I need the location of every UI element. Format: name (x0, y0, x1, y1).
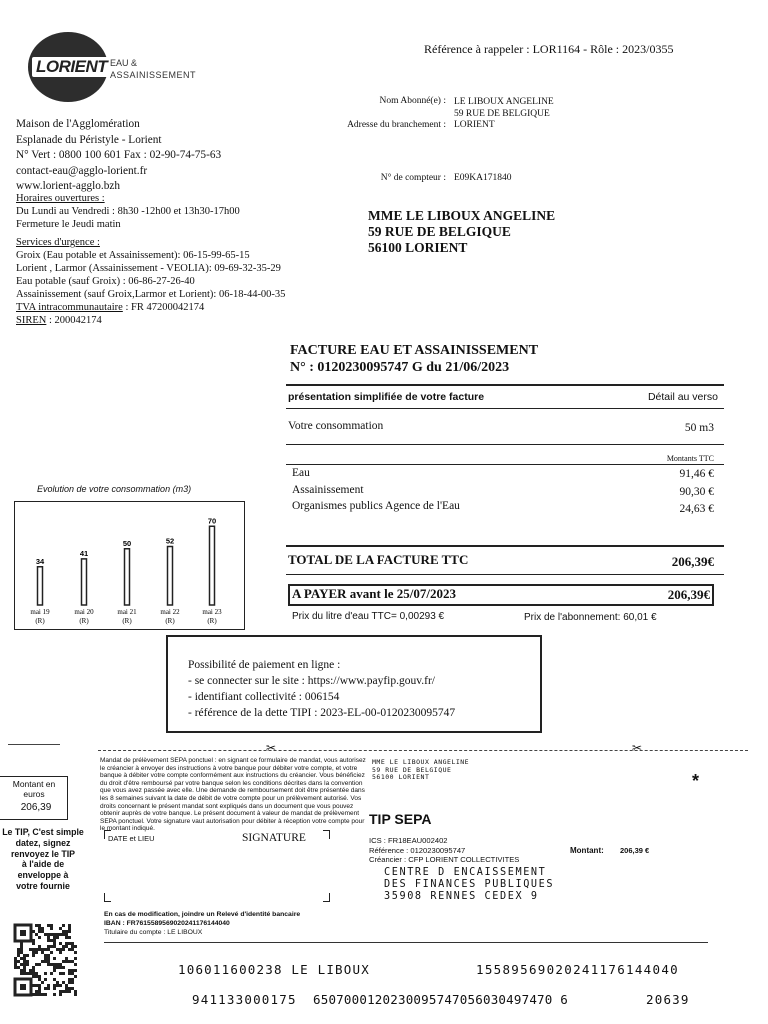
qr-code (14, 924, 78, 996)
urgency-line: Groix (Eau potable et Assainissement): 06-15-99-65-15 (16, 250, 250, 261)
tva-label: TVA intracommunautaire (16, 302, 123, 313)
hours-title: Horaires ouvertures : (16, 193, 105, 204)
amount-due-label: A PAYER avant le 25/07/2023 (292, 586, 456, 601)
stub-instruction-line: à l'aide de (21, 859, 65, 870)
center-line: DES FINANCES PUBLIQUES (384, 879, 555, 890)
item-label: Eau (292, 467, 310, 479)
recipient-address (368, 208, 555, 256)
subscriber-name-label: Nom Abonné(e) : (379, 96, 446, 106)
signature-label: SIGNATURE (242, 832, 306, 844)
detail-label: Détail au verso (647, 391, 718, 403)
stub-amount-label: Montant en euros (12, 779, 56, 799)
bank-info (104, 910, 300, 937)
consumption-chart-svg (14, 501, 243, 631)
chart-category-sublabel: (R) (79, 617, 89, 625)
codeline-1-left: 106011600238 LE LIBOUX (178, 962, 370, 977)
center-line: 35908 RENNES CEDEX 9 (384, 891, 539, 902)
siren-value: : 200042174 (46, 315, 102, 326)
stub-amount-value: 206,39 (20, 802, 52, 813)
chart-bar (38, 567, 43, 605)
rib-note: En cas de modification, joindre un Relevé d'identité bancaire (104, 911, 301, 918)
urgency-line: Lorient , Larmor (Assainissement - VEOLIA): 09-69-32-35-29 (16, 263, 281, 274)
amount-due-box (288, 584, 714, 606)
urgency-line: Eau potable (sauf Groix) : 06-86-27-26-40 (16, 276, 195, 287)
hours-block (16, 192, 240, 231)
item-label: Assainissement (292, 484, 364, 496)
collection-center (384, 867, 554, 903)
subscription-price: Prix de l'abonnement: 60,01 € (524, 612, 657, 623)
sender-line: Esplanade du Péristyle - Lorient (16, 133, 162, 146)
scissors-icon: ✂ (266, 741, 277, 755)
sender-block (16, 117, 221, 195)
mandate-text: Mandat de prélèvement SEPA ponctuel : en signant ce formulaire de mandat, vous autorisez le créancier à envoyer des instructions à votre banque pour débiter votre compte, et votre banque à débiter votre compte conformément aux instructions du créancier. Vous bénéficiez du droit d'être remboursé par votre banque selon les conditions décrites dans la convention que vous avez passée avec elle. Une demande de remboursement doit être présentée dans les 8 semaines suivant la date de débit de votre compte pour un prélèvement autorisé. Vos droits concernant le présent mandat sont expliqués dans un document que vous pouvez obtenir auprès de votre banque. Le présent document à valeur de mandat de prélèvement SEPA ponctuel. Votre signature vaut autorisation pour débiter à réception votre compte pour le montant indiqué. (100, 757, 366, 833)
chart-value-label: 70 (207, 516, 217, 526)
stub-instruction-line: renvoyez le TIP (10, 848, 76, 859)
online-payment-box (166, 635, 542, 733)
subscriber-name-line: LE LIBOUX ANGELINE (454, 97, 554, 107)
presentation-label: présentation simplifiée de votre facture (288, 391, 485, 403)
sender-line: www.lorient-agglo.bzh (16, 180, 121, 192)
account-holder: Titulaire du compte : LE LIBOUX (104, 929, 203, 936)
payer-line: 56100 LORIENT (372, 773, 430, 781)
chart-bar (125, 549, 130, 605)
chart-bar (82, 559, 87, 605)
item-label: Organismes publics Agence de l'Eau (292, 500, 460, 512)
codeline-2-right: 20639 (646, 992, 690, 1007)
recipient-line: MME LE LIBOUX ANGELINE (368, 208, 556, 223)
stub-instructions (0, 827, 86, 892)
item-amount: 91,46 € (679, 468, 714, 480)
meter-label: N° de compteur : (380, 173, 446, 183)
chart-category-label: mai 20 (74, 608, 94, 616)
date-label: DATE et LIEU (108, 834, 155, 843)
chart-title: Evolution de votre consommation (m3) (37, 484, 192, 494)
center-line: CENTRE D ENCAISSEMENT (384, 867, 547, 878)
recipient-line: 59 RUE DE BELGIQUE (368, 224, 511, 239)
recipient-line: 56100 LORIENT (368, 240, 468, 255)
invoice-title: FACTURE EAU ET ASSAINISSEMENT (290, 343, 539, 358)
codeline-1-right: 15589569020241176144040 (476, 962, 679, 977)
sender-line: Maison de l'Agglomération (16, 118, 140, 130)
liter-price: Prix du litre d'eau TTC= 0,00293 € (292, 611, 445, 622)
online-payment-line: - identifiant collectivité : 006154 (188, 691, 340, 703)
creditor: Créancier : CFP LORIENT COLLECTIVITES (369, 855, 520, 864)
chart-value-label: 34 (35, 556, 45, 566)
logo-line1: EAU & (110, 58, 138, 68)
chart-value-label: 50 (122, 538, 132, 548)
tip-reference: Référence : 0120230095747 (369, 845, 466, 855)
consumption-label: Votre consommation (288, 420, 384, 432)
urgency-line: Assainissement (sauf Groix,Larmor et Lorient): 06-18-44-00-35 (16, 289, 286, 300)
date-signature-area (104, 830, 330, 902)
chart-category-sublabel: (R) (122, 617, 132, 625)
invoice-number: N° : 0120230095747 G du 21/06/2023 (290, 360, 510, 375)
online-payment-line: - se connecter sur le site : https://www.payfip.gouv.fr/ (188, 675, 435, 687)
tip-amount-value: 206,39 € (620, 846, 650, 855)
stub-instruction-line: enveloppe à (17, 870, 69, 881)
total-value: 206,39€ (671, 554, 714, 569)
chart-bar (168, 547, 173, 606)
stub-amount-box (0, 776, 68, 820)
amounts-header: Montants TTC (666, 454, 714, 463)
hours-line: Du Lundi au Vendredi : 8h30 -12h00 et 13h30-17h00 (16, 206, 240, 217)
online-payment-line: Possibilité de paiement en ligne : (188, 659, 341, 671)
chart-category-label: mai 21 (117, 608, 137, 616)
chart-category-sublabel: (R) (207, 617, 217, 625)
subscriber-address-value: LORIENT (454, 120, 495, 130)
invoice-summary (286, 382, 724, 632)
reference-line: Référence à rappeler : LOR1164 - Rôle : 2023/0355 (424, 42, 674, 56)
stub-instruction-line: datez, signez (15, 837, 71, 848)
siren-label: SIREN (16, 315, 47, 326)
item-amount: 90,30 € (679, 486, 714, 498)
logo-name: LORIENT (32, 57, 111, 77)
chart-bar (210, 526, 215, 605)
chart-category-label: mai 19 (30, 608, 50, 616)
subscriber-name-line: 59 RUE DE BELGIQUE (454, 109, 550, 119)
stub-instruction-line: Le TIP, C'est simple (2, 827, 84, 837)
urgency-title: Services d'urgence : (16, 237, 100, 248)
logo-line2: ASSAINISSEMENT (110, 70, 197, 80)
sender-line: contact-eau@agglo-lorient.fr (16, 164, 148, 177)
payer-address (372, 759, 469, 782)
meter-value: E09KA171840 (454, 173, 512, 183)
tip-info (369, 836, 519, 865)
item-amount: 24,63 € (679, 503, 714, 515)
subscriber-name (454, 96, 554, 120)
tva-value: : FR 47200042174 (122, 302, 205, 313)
scissors-icon: ✂ (632, 741, 643, 755)
codeline-2-mid: 6507000120230095747056030497470 6 (313, 992, 568, 1007)
tip-amount-label: Montant: (570, 846, 604, 855)
urgency-block (16, 236, 285, 327)
ics: ICS : FR18EAU002402 (369, 836, 448, 845)
tip-title: TIP SEPA (369, 811, 432, 827)
chart-category-label: mai 22 (160, 608, 180, 616)
hours-line: Fermeture le Jeudi matin (16, 219, 121, 230)
consumption-value: 50 m3 (684, 422, 714, 434)
payer-line: 59 RUE DE BELGIQUE (372, 765, 452, 774)
subscriber-address-label: Adresse du branchement : (347, 120, 446, 130)
chart-value-label: 41 (79, 548, 89, 558)
chart-category-label: mai 23 (202, 608, 222, 616)
online-payment-line: - référence de la dette TIPI : 2023-EL-00-0120230095747 (188, 707, 456, 719)
chart-category-sublabel: (R) (35, 617, 45, 625)
chart-value-label: 52 (165, 536, 175, 546)
star-mark: * (692, 771, 700, 791)
iban: IBAN : FR7615589569020241176144040 (104, 920, 230, 927)
stub-instruction-line: votre fournie (16, 880, 70, 891)
chart-category-sublabel: (R) (165, 617, 175, 625)
logo (24, 30, 204, 102)
cut-line (98, 750, 748, 751)
codeline-2-left: 941133000175 (192, 992, 297, 1007)
sender-line: N° Vert : 0800 100 601 Fax : 02-90-74-75-63 (16, 149, 222, 161)
payer-line: MME LE LIBOUX ANGELINE (372, 758, 470, 766)
amount-due-value: 206,39€ (667, 587, 710, 602)
total-label: TOTAL DE LA FACTURE TTC (288, 552, 469, 567)
